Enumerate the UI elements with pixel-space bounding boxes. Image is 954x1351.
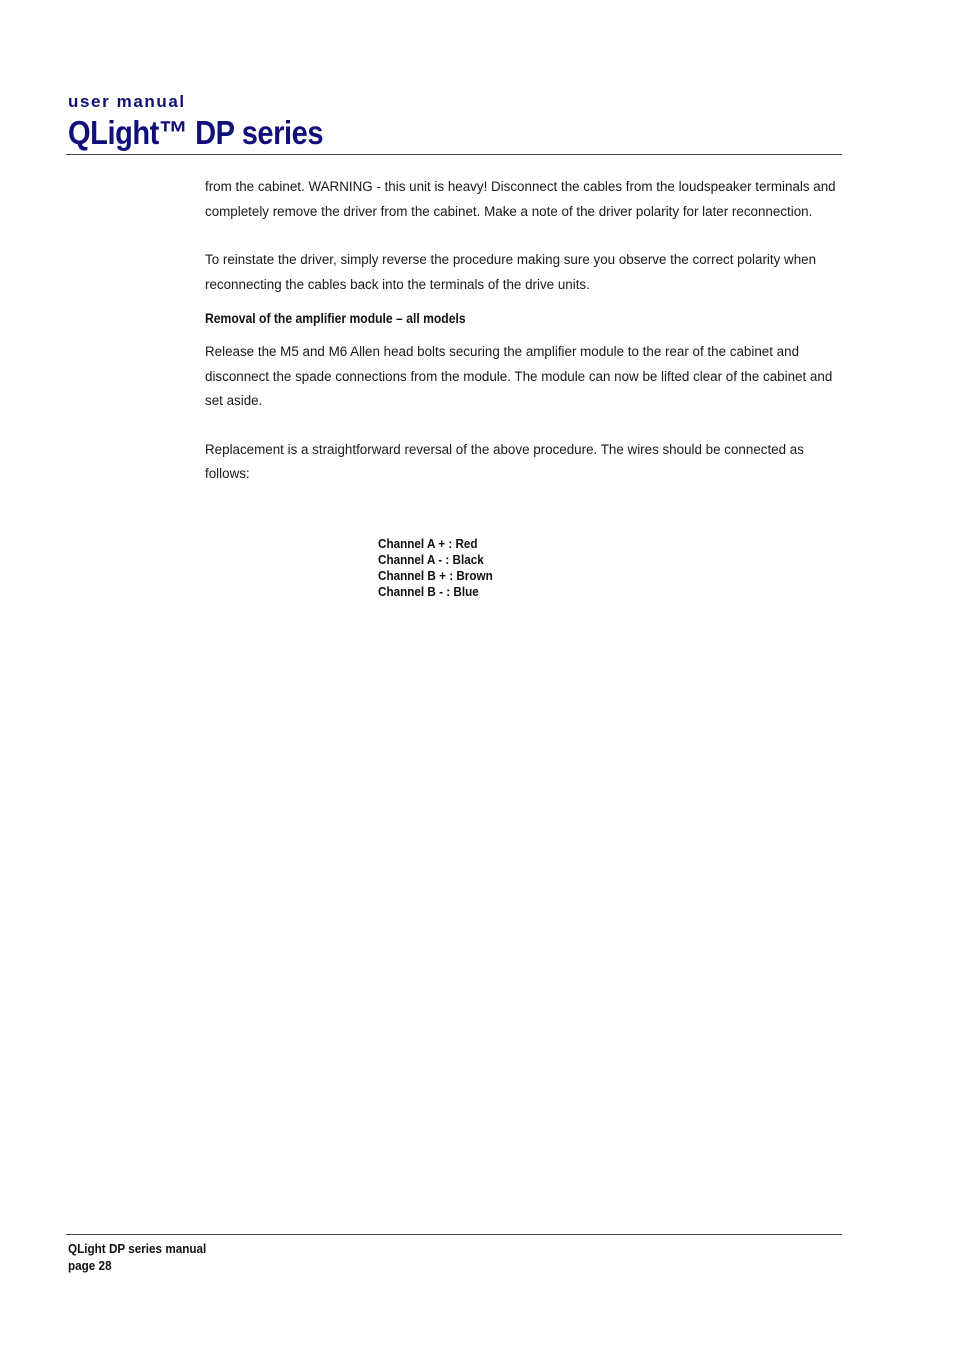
paragraph-replacement: Replacement is a straightforward reversal of the above procedure. The wires should be connected as follows:: [205, 441, 804, 481]
paragraph-amplifier-release: Release the M5 and M6 Allen head bolts securing the amplifier module to the rear of the cabinet and disconnect the spade connections from the module. The module can now be lifted clear of the cabinet and set aside.: [205, 344, 833, 408]
wire-entry-channel-a-minus: Channel A - : Black: [378, 552, 484, 567]
main-content: [205, 175, 845, 487]
page-title: QLight™ DP series: [68, 114, 324, 151]
footer-divider: [66, 1234, 842, 1235]
wire-entry-channel-b-plus: Channel B + : Brown: [378, 568, 493, 583]
paragraph-driver-removal: from the cabinet. WARNING - this unit is heavy! Disconnect the cables from the loudspeaker terminals and completely remove the driver from the cabinet. Make a note of the driver polarity for later reconnection.: [205, 179, 836, 219]
section-heading-amplifier-removal: Removal of the amplifier module – all models: [205, 311, 466, 326]
header-subtitle: user manual: [68, 92, 186, 111]
wire-entry-channel-b-minus: Channel B - : Blue: [378, 584, 479, 599]
wire-connection-list: [378, 536, 505, 600]
footer-page-number: page 28: [68, 1258, 112, 1273]
wire-entry-channel-a-plus: Channel A + : Red: [378, 536, 478, 551]
paragraph-driver-reinstate: To reinstate the driver, simply reverse the procedure making sure you observe the correct polarity when reconnecting the cables back into the terminals of the drive units.: [205, 252, 817, 292]
header-divider: [66, 154, 842, 155]
footer-manual-name: QLight DP series manual: [68, 1241, 207, 1256]
page-footer: [68, 1240, 222, 1274]
